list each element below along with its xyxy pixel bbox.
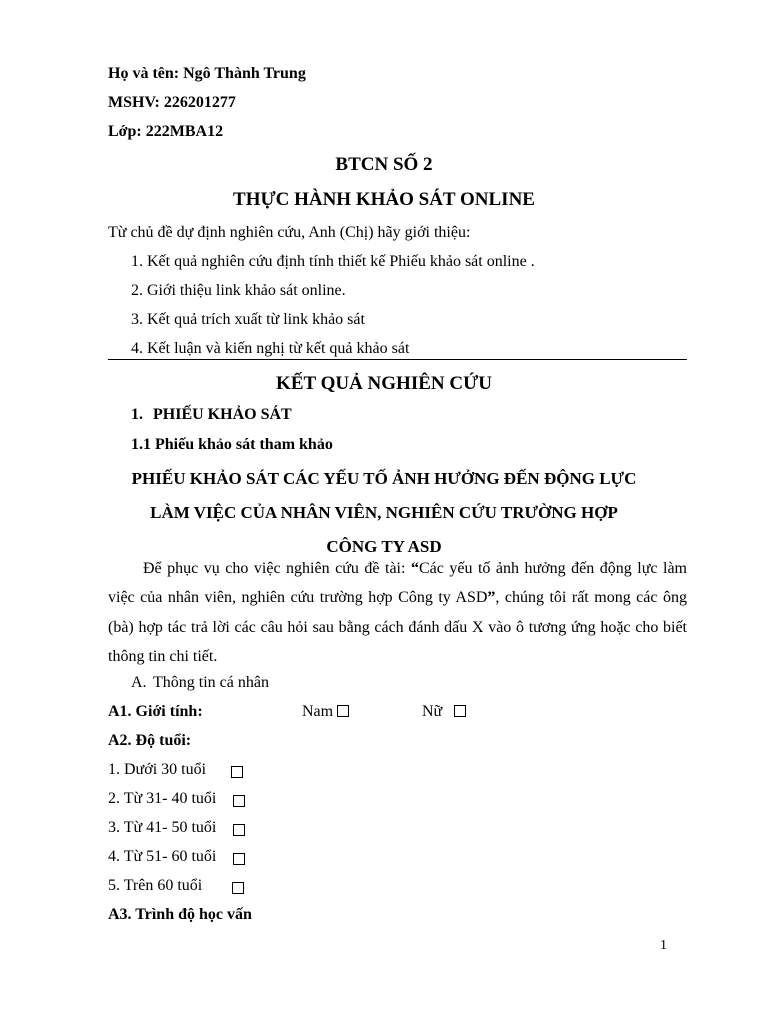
checkbox-icon[interactable]: [233, 853, 245, 865]
gender-option-female: [422, 704, 466, 720]
checkbox-icon[interactable]: [231, 766, 243, 778]
page-number: 1: [660, 938, 667, 953]
task-item: 1. Kết quả nghiên cứu định tính thiết kế Phiếu khảo sát online .: [131, 253, 535, 270]
checkbox-icon[interactable]: [454, 705, 466, 717]
gender-option-label: Nam: [302, 703, 334, 720]
education-label: A3. Trình độ học vấn: [108, 906, 252, 923]
checkbox-icon[interactable]: [232, 882, 244, 894]
intro-paragraph: [108, 554, 687, 671]
age-option: [108, 762, 206, 778]
part-a-letter: A.: [131, 674, 147, 691]
checkbox-icon[interactable]: [233, 795, 245, 807]
gender-label: A1. Giới tính:: [108, 703, 203, 720]
assignment-title: BTCN SỐ 2: [335, 154, 433, 175]
task-item: 3. Kết quả trích xuất từ link khảo sát: [131, 311, 365, 328]
gender-option-label: Nữ: [422, 703, 443, 720]
task-item: 2. Giới thiệu link khảo sát online.: [131, 282, 346, 299]
section-1-number: 1.: [131, 406, 143, 423]
survey-title-line: PHIẾU KHẢO SÁT CÁC YẾU TỐ ẢNH HƯỞNG ĐẾN ĐỘNG LỰC: [131, 469, 637, 488]
paragraph-lead: Để phục vụ cho việc nghiên cứu đề tài:: [143, 560, 411, 577]
checkbox-icon[interactable]: [337, 705, 349, 717]
age-option-label: 4. Từ 51- 60 tuổi: [108, 848, 217, 865]
quote-open: “: [410, 560, 419, 577]
section-1-1-title: 1.1 Phiếu khảo sát tham khảo: [131, 436, 333, 453]
student-class: Lớp: 222MBA12: [108, 123, 224, 140]
assignment-subtitle: THỰC HÀNH KHẢO SÁT ONLINE: [233, 189, 535, 210]
survey-title-line: CÔNG TY ASD: [326, 537, 442, 556]
paragraph-rest: , chúng tôi rất mong các ông (bà) hợp tác trả lời các câu hỏi sau bằng cách đánh dấu X vào ô tương ứng hoặc cho biết thông tin chi tiết.: [108, 589, 687, 665]
gender-option-male: [302, 704, 349, 720]
student-id: MSHV: 226201277: [108, 94, 236, 111]
checkbox-icon[interactable]: [233, 824, 245, 836]
age-option-label: 2. Từ 31- 40 tuổi: [108, 790, 217, 807]
age-option: [108, 791, 216, 807]
section-1-title: PHIẾU KHẢO SÁT: [153, 406, 292, 423]
survey-title-line: LÀM VIỆC CỦA NHÂN VIÊN, NGHIÊN CỨU TRƯỜNG HỢP: [150, 503, 618, 522]
quote-close: ”: [487, 589, 496, 607]
research-topic: Các yếu tố ảnh hưởng đến động lực làm việc của nhân viên, nghiên cứu trường hợp Công ty ASD: [108, 560, 687, 607]
part-a-title: Thông tin cá nhân: [153, 674, 269, 691]
results-heading: KẾT QUẢ NGHIÊN CỨU: [276, 373, 492, 394]
intro-text: Từ chủ đề dự định nghiên cứu, Anh (Chị) hãy giới thiệu:: [108, 224, 471, 241]
horizontal-rule: [108, 359, 687, 360]
age-option-label: 1. Dưới 30 tuổi: [108, 761, 207, 778]
age-option: [108, 878, 202, 894]
age-option: [108, 820, 216, 836]
age-option: [108, 849, 216, 865]
student-name: Họ và tên: Ngô Thành Trung: [108, 65, 306, 82]
task-item: 4. Kết luận và kiến nghị từ kết quả khảo sát: [131, 340, 410, 357]
age-label: A2. Độ tuổi:: [108, 732, 192, 749]
age-option-label: 5. Trên 60 tuổi: [108, 877, 203, 894]
age-option-label: 3. Từ 41- 50 tuổi: [108, 819, 217, 836]
